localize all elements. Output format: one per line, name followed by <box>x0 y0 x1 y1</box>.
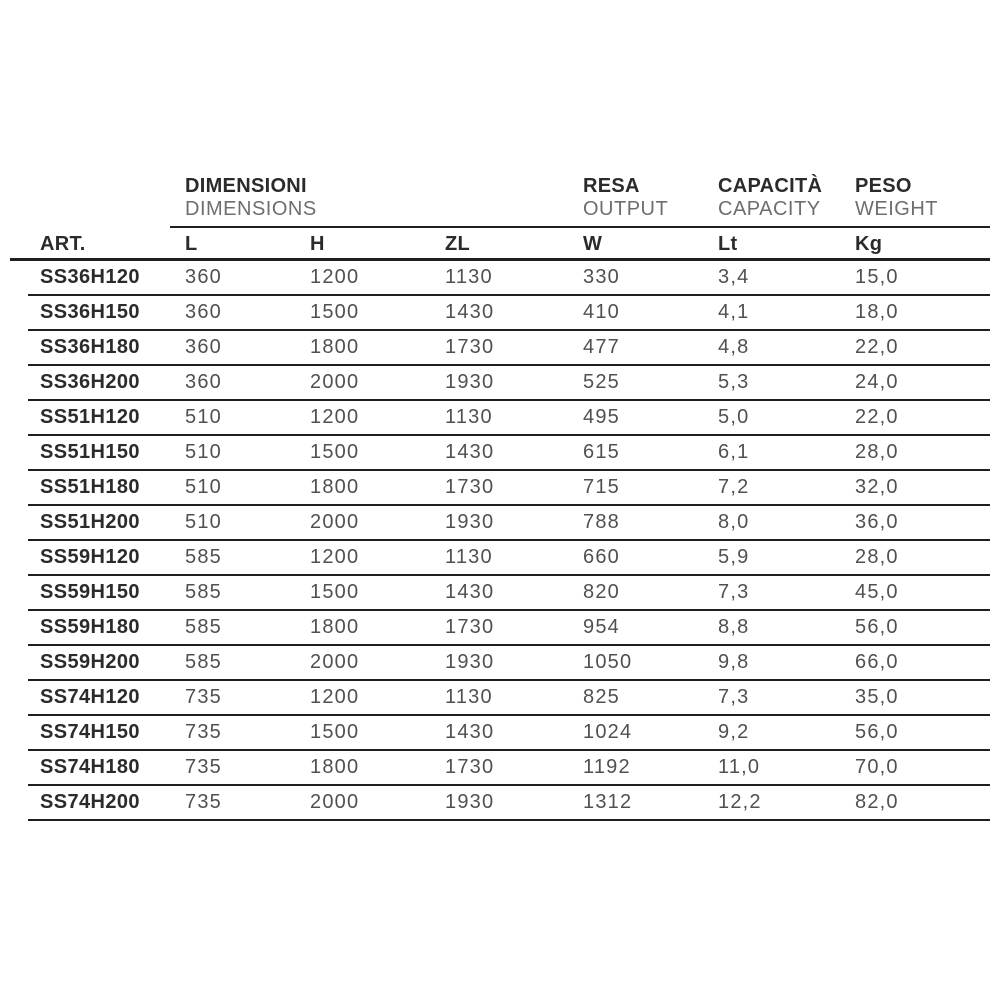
cell-kg: 22,0 <box>855 406 899 428</box>
cell-w: 1192 <box>583 756 631 778</box>
cell-h: 1200 <box>310 406 360 428</box>
cell-lt: 3,4 <box>718 266 750 288</box>
cell-kg: 15,0 <box>855 266 899 288</box>
table-row <box>10 646 990 681</box>
cell-zl: 1430 <box>445 581 495 603</box>
cell-h: 2000 <box>310 651 360 673</box>
cell-w: 1050 <box>583 651 633 673</box>
cell-w: 495 <box>583 406 620 428</box>
column-header-lt: Lt <box>718 233 738 255</box>
cell-h: 2000 <box>310 371 360 393</box>
table-body <box>10 261 990 821</box>
article-code: SS59H200 <box>40 651 140 673</box>
article-code: SS74H200 <box>40 791 140 813</box>
cell-zl: 1430 <box>445 441 495 463</box>
cell-l: 735 <box>185 721 222 743</box>
cell-kg: 22,0 <box>855 336 899 358</box>
column-group-weight <box>855 175 938 221</box>
group-subtitle-dimensions: DIMENSIONS <box>185 198 317 220</box>
table-row <box>10 401 990 436</box>
cell-h: 1800 <box>310 476 360 498</box>
cell-kg: 45,0 <box>855 581 899 603</box>
cell-w: 615 <box>583 441 620 463</box>
cell-h: 1800 <box>310 616 360 638</box>
group-title-capacita: CAPACITÀ <box>718 175 823 197</box>
cell-zl: 1930 <box>445 651 495 673</box>
cell-w: 788 <box>583 511 620 533</box>
table-row <box>10 366 990 401</box>
cell-h: 1500 <box>310 721 360 743</box>
cell-kg: 18,0 <box>855 301 899 323</box>
cell-w: 954 <box>583 616 620 638</box>
cell-zl: 1730 <box>445 476 495 498</box>
column-group-capacity <box>718 175 822 221</box>
cell-h: 1500 <box>310 441 360 463</box>
column-header-l: L <box>185 233 198 255</box>
cell-w: 477 <box>583 336 620 358</box>
article-code: SS36H200 <box>40 371 140 393</box>
cell-h: 1500 <box>310 581 360 603</box>
table-row <box>10 331 990 366</box>
cell-lt: 4,8 <box>718 336 750 358</box>
cell-w: 410 <box>583 301 620 323</box>
cell-h: 2000 <box>310 791 360 813</box>
cell-lt: 8,8 <box>718 616 750 638</box>
cell-lt: 8,0 <box>718 511 750 533</box>
cell-w: 660 <box>583 546 620 568</box>
cell-l: 585 <box>185 581 222 603</box>
cell-l: 510 <box>185 406 222 428</box>
cell-kg: 24,0 <box>855 371 899 393</box>
cell-w: 330 <box>583 266 620 288</box>
article-code: SS51H180 <box>40 476 140 498</box>
column-header-zl: ZL <box>445 233 471 255</box>
cell-zl: 1430 <box>445 301 495 323</box>
article-code: SS36H150 <box>40 301 140 323</box>
cell-h: 1500 <box>310 301 360 323</box>
article-code: SS51H200 <box>40 511 140 533</box>
table-row <box>10 751 990 786</box>
column-header-kg: Kg <box>855 233 883 255</box>
cell-lt: 4,1 <box>718 301 750 323</box>
table-row <box>10 681 990 716</box>
group-title-resa: RESA <box>583 175 640 197</box>
group-subtitle-capacity: CAPACITY <box>718 198 821 220</box>
cell-lt: 12,2 <box>718 791 762 813</box>
group-title-dimensioni: DIMENSIONI <box>185 175 307 197</box>
column-header-w: W <box>583 233 603 255</box>
cell-lt: 6,1 <box>718 441 750 463</box>
cell-zl: 1430 <box>445 721 495 743</box>
cell-l: 360 <box>185 266 222 288</box>
cell-l: 735 <box>185 756 222 778</box>
article-code: SS59H150 <box>40 581 140 603</box>
group-title-peso: PESO <box>855 175 912 197</box>
cell-kg: 28,0 <box>855 546 899 568</box>
cell-kg: 28,0 <box>855 441 899 463</box>
cell-zl: 1930 <box>445 511 495 533</box>
column-header-h: H <box>310 233 325 255</box>
cell-zl: 1930 <box>445 791 495 813</box>
cell-h: 1200 <box>310 686 360 708</box>
cell-kg: 35,0 <box>855 686 899 708</box>
cell-zl: 1130 <box>445 406 493 428</box>
cell-zl: 1130 <box>445 686 493 708</box>
table-row <box>10 541 990 576</box>
table-row <box>10 296 990 331</box>
table-row <box>10 261 990 296</box>
table-row <box>10 436 990 471</box>
cell-kg: 32,0 <box>855 476 899 498</box>
cell-kg: 70,0 <box>855 756 899 778</box>
table-row <box>10 786 990 821</box>
cell-h: 1200 <box>310 266 360 288</box>
cell-w: 820 <box>583 581 620 603</box>
cell-w: 1312 <box>583 791 633 813</box>
cell-lt: 7,3 <box>718 581 750 603</box>
cell-lt: 5,9 <box>718 546 750 568</box>
cell-h: 1800 <box>310 336 360 358</box>
table-row <box>10 576 990 611</box>
group-subtitle-output: OUTPUT <box>583 198 669 220</box>
cell-w: 715 <box>583 476 620 498</box>
cell-zl: 1730 <box>445 616 495 638</box>
cell-zl: 1730 <box>445 336 495 358</box>
table-row <box>10 611 990 646</box>
cell-w: 825 <box>583 686 620 708</box>
cell-w: 525 <box>583 371 620 393</box>
cell-l: 510 <box>185 511 222 533</box>
cell-h: 2000 <box>310 511 360 533</box>
table-row <box>10 506 990 541</box>
article-code: SS74H180 <box>40 756 140 778</box>
article-code: SS74H120 <box>40 686 140 708</box>
article-code: SS74H150 <box>40 721 140 743</box>
cell-kg: 56,0 <box>855 721 899 743</box>
cell-l: 735 <box>185 686 222 708</box>
cell-l: 585 <box>185 546 222 568</box>
cell-l: 360 <box>185 336 222 358</box>
cell-lt: 9,2 <box>718 721 750 743</box>
cell-l: 585 <box>185 651 222 673</box>
cell-zl: 1930 <box>445 371 495 393</box>
cell-h: 1200 <box>310 546 360 568</box>
column-group-dimensions <box>185 175 317 221</box>
article-code: SS51H150 <box>40 441 140 463</box>
column-header-art: ART. <box>40 233 86 255</box>
cell-lt: 5,3 <box>718 371 750 393</box>
article-code: SS36H120 <box>40 266 140 288</box>
cell-kg: 66,0 <box>855 651 899 673</box>
cell-l: 735 <box>185 791 222 813</box>
column-group-output <box>583 175 668 221</box>
cell-lt: 11,0 <box>718 756 761 778</box>
table-row <box>10 716 990 751</box>
article-code: SS51H120 <box>40 406 140 428</box>
column-header-row <box>10 233 990 258</box>
cell-zl: 1130 <box>445 266 493 288</box>
cell-lt: 9,8 <box>718 651 750 673</box>
cell-l: 360 <box>185 301 222 323</box>
cell-lt: 5,0 <box>718 406 750 428</box>
cell-l: 585 <box>185 616 222 638</box>
cell-l: 360 <box>185 371 222 393</box>
cell-lt: 7,3 <box>718 686 750 708</box>
cell-zl: 1730 <box>445 756 495 778</box>
cell-h: 1800 <box>310 756 360 778</box>
group-subtitle-weight: WEIGHT <box>855 198 938 220</box>
cell-w: 1024 <box>583 721 633 743</box>
cell-zl: 1130 <box>445 546 493 568</box>
table-row <box>10 471 990 506</box>
group-header-rule <box>170 226 990 228</box>
cell-kg: 82,0 <box>855 791 899 813</box>
article-code: SS59H120 <box>40 546 140 568</box>
cell-lt: 7,2 <box>718 476 750 498</box>
cell-kg: 36,0 <box>855 511 899 533</box>
cell-kg: 56,0 <box>855 616 899 638</box>
cell-l: 510 <box>185 441 222 463</box>
cell-l: 510 <box>185 476 222 498</box>
article-code: SS59H180 <box>40 616 140 638</box>
article-code: SS36H180 <box>40 336 140 358</box>
